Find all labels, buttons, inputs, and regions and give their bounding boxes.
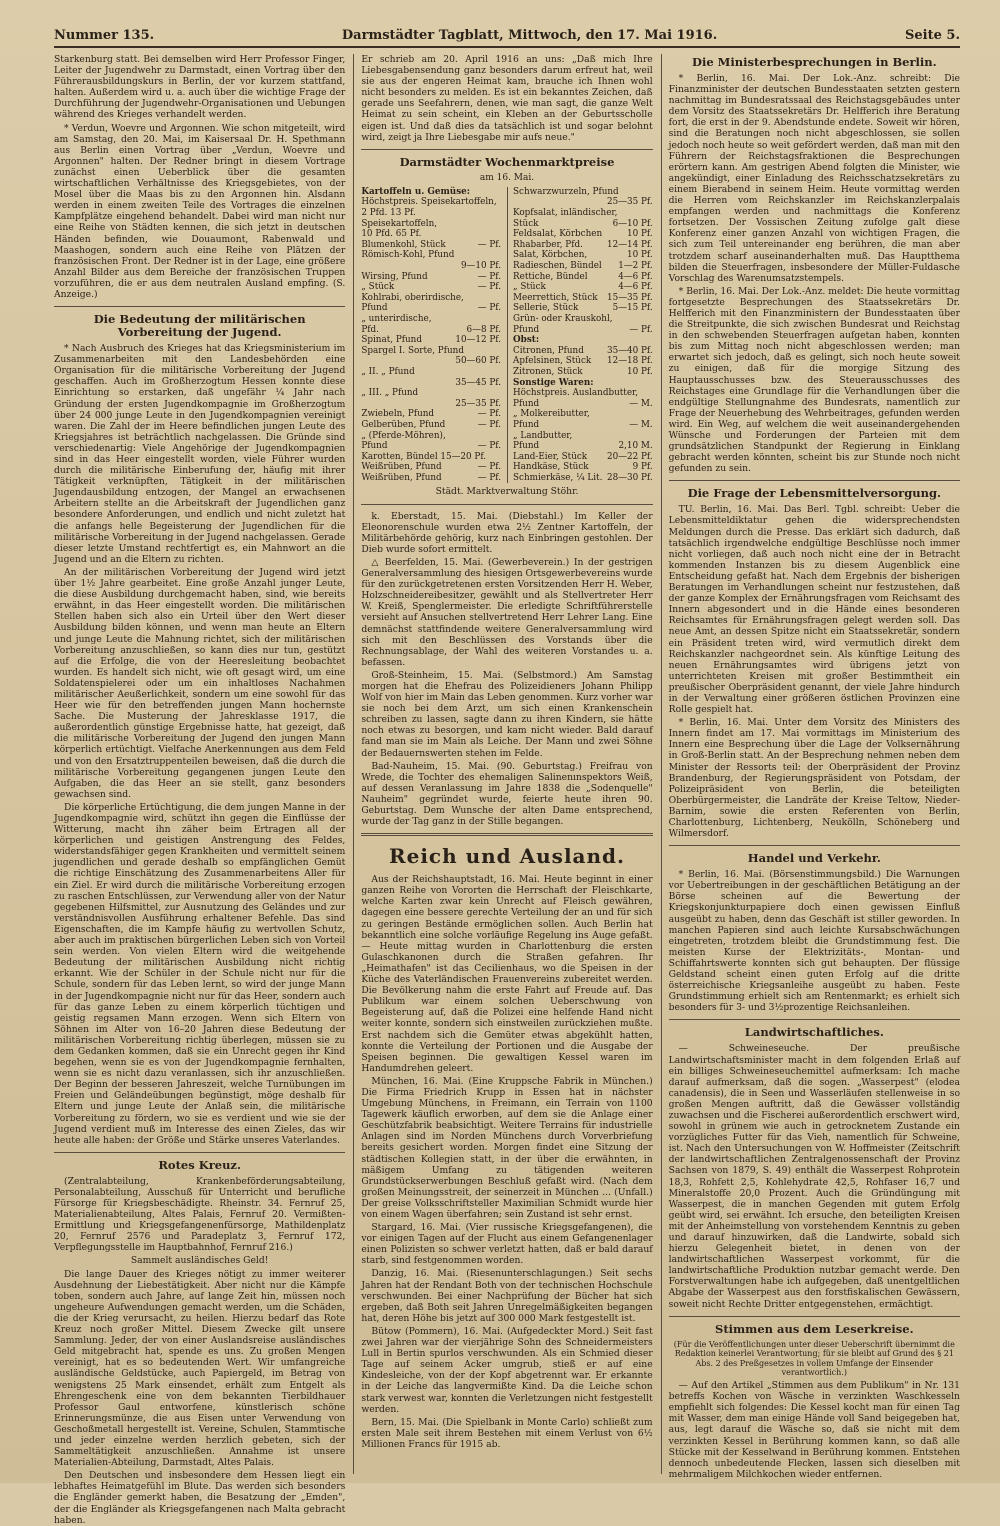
market-item: Speisekartoffeln,: [361, 218, 438, 229]
article-text: * Berlin, 16. Mai. Der Lok.-Anz. schreibt: Die Finanzminister der deutschen Bundesstaaten setzten gestern nachmittag im Bundesratssaal des Reichstagsgebäudes unter dem Vorsitz des Staatssekretärs Dr. Helfferich ihre Beratung fort, die erst in der 9. Abendstunde endete. Soweit wir hören, sind die Beratungen noch nicht abgeschlossen, sie sollen jedoch noch heute so weit gefördert werden, daß man mit den Führern der Reichstagsfraktionen die Besprechungen erörtern kann. Am gestrigen Abend folgten die Minister, wie angekündigt, einer Einladung des Reichsschatzsekretärs zu einem Bierabend in seinem Heim. Heute vormittag werden die Herren vom Reichskanzler im Reichskanzlerpalais empfangen werden und nachmittags die Konferenz fortsetzen. Der Vossischen Zeitung zufolge galt diese Konferenz einer ganzen Anzahl von wichtigen Fragen, die sich zum Teil untereinander eng berühren, die man aber trotzdem scharf auseinanderhalten muß. Das Hauptthema bilden die Steuerfragen, insbesondere der Müller-Fuldasche Vorschlag des Warenumsatzstempels.: [668, 73, 960, 284]
market-row: [513, 208, 653, 219]
market-signature: Städt. Marktverwaltung Stöhr.: [435, 486, 579, 498]
market-row: [361, 272, 501, 283]
market-price: 15—35 Pf.: [607, 292, 653, 303]
market-column-left: [361, 187, 501, 484]
market-row: [361, 335, 501, 346]
market-price: 10—12 Pf.: [455, 335, 501, 346]
article-subheading: Sammelt ausländisches Geld!: [130, 1255, 269, 1267]
article-text: Groß-Steinheim, 15. Mai. (Selbstmord.) Am Samstag morgen hat die Ehefrau des Polizeidieners Johann Philipp Wolf von hier im Main das Leben genommen. Kurz vorher war sie noch bei dem Arzt, um sich einen Krankenschein schreiben zu lassen, sagte dann zu ihren Kindern, sie hätte noch etwas zu besorgen, und kam nicht wieder. Bald darauf fand man sie im Main als Leiche. Der Mann und zwei Söhne der Bedauernswerten stehen im Felde.: [361, 669, 653, 759]
article-text: An der militärischen Vorbereitung der Jugend wird jetzt über 1½ Jahre gearbeitet. Eine große Anzahl junger Leute, die diese Ausbildung durchgemacht haben, sind, wie bereits erwähnt, in das Heer eingestellt worden. Die militärischen Stellen haben sich also ein Urteil über den Wert dieser Ausbildung bilden können, und wenn man heute an Eltern und junge Leute die Mahnung richtet, sich der militärischen Vorbereitung anzuschließen, so kann dies nur tun, gestützt auf die Erfolge, die von der Heeresleitung beobachtet wurden. Es handelt sich nicht, wie oft gesagt wird, um eine Soldatenspielerei oder um ein inhaltloses Nachahmen militärischer Aeußerlichkeit, sondern um eine sowohl für das Heer wie für den betreffenden jungen Mann hochernste Sache. Die Musterung der Jahresklasse 1917, die außerordentlich günstige Ergebnisse hatte, hat gezeigt, daß die militärische Vorbereitung der Jugend den jungen Mann körperlich ertüchtigt. Vielfache Anerkennungen aus dem Feld und von den Ersatztruppenteilen beweisen, daß die durch die militärische Vorbereitung gegangenen jungen Leute den Aufgaben, die das Heer an sie stellt, ganz besonders gewachsen sind.: [54, 566, 346, 800]
article-heading: Handel und Verkehr.: [747, 851, 881, 866]
article-heading: Die Bedeutung der militärischen Vorbereitung der Jugend.: [93, 312, 306, 340]
market-row: [361, 399, 501, 410]
market-price: 9 Pf.: [632, 462, 653, 473]
article-text: △ Beerfelden, 15. Mai. (Gewerbeverein.) In der gestrigen Generalversammlung des hiesigen Ortsgewerbevereins wurde für den zurückgetretenen ersten Vorsitzenden Herr H. Weber, Holzschneidereibesitzer, gewählt und als Stellvertreter Herr W. Kreiß, Spenglermeister. Die erledigte Schriftführerstelle versieht auf Ansuchen stellvertretend Herr Lehrer Lang. Eine demnächst stattfindende weitere Generalversammlung wird sich mit den Beschlüssen des Vorstands über die Rechnungsablage, der Wahl des weiteren Vorstandes u. a. befassen.: [361, 556, 653, 668]
article-text: Bütow (Pommern), 16. Mai. (Aufgedeckter Mord.) Seit fast zwei Jahren war der vierjährige Sohn des Schneidermeisters Lull in Bertin spurlos verschwunden. Als ein Schmied dieser Tage auf seinem Acker umgrub, stieß er auf eine Kindesleiche, von der der Kopf abgetrennt war. Er erkannte in der Leiche das langvermißte Kind. Da die Leiche schon stark verwest war, konnten die Verletzungen nicht festgestellt werden.: [361, 1325, 653, 1415]
market-row: [361, 282, 501, 293]
market-row: [361, 187, 501, 198]
column-3: [661, 54, 960, 1480]
divider: [669, 1316, 960, 1317]
market-item: Grün- oder Krauskohl,: [513, 313, 613, 324]
market-price: 1—2 Pf.: [618, 261, 653, 271]
article-text: Die lange Dauer des Krieges nötigt zu immer weiterer Ausdehnung der Liebestätigkeit. Aber nicht nur die Kämpfe toben, sondern auch Jahre, auf lange Zeit hin, müssen noch ungeheure Aufwendungen gemacht werden, um die Schäden, die der Krieg verursacht, zu heilen. Hierzu bedarf das Rote Kreuz noch großer Mittel. Diesem Zwecke gilt unsere Sammlung. Jeder, der von einer Auslandsreise ausländisches Geld mitgebracht hat, spende es uns. Zu großen Mengen vereinigt, hat es so bedeutenden Wert. Wir umfangreiche ausländische Geldstücke, auch Papiergeld, im Betrag von wenigstens 25 Mark einsendet, erhält zum Entgelt als Ehrengeschenk eine von dem bekannten Tierbildhauer Professor Gaul entworfene, künstlerisch schöne Erinnerungsmünze, die aus Eisen unter Verwendung von Geschoßmetall hergestellt ist. Vereine, Schulen, Stammtische und jeder einzelne werden herzlich gebeten, sich der Sammeltätigkeit anzuschließen. Annahme ist unsere Materialien-Abteilung, Darmstadt, Altes Palais.: [54, 1268, 346, 1469]
issue-number: Nummer 135.: [54, 28, 155, 43]
market-item: Pfund: [513, 398, 540, 409]
market-price: 6—10 Pf.: [612, 218, 653, 229]
market-row: [361, 473, 501, 484]
article-text: Danzig, 16. Mai. (Riesenunterschlagungen.) Seit sechs Jahren hat der Rendant Both von der technischen Hochschule verschwunden. Bei einer Nachprüfung der Bücher hat sich ergeben, daß Both seit Jahren Unregelmäßigkeiten begangen hat, deren Höhe bis jetzt auf 300 000 Mark festgestellt ist.: [361, 1268, 653, 1324]
article-text: Stargard, 16. Mai. (Vier russische Kriegsgefangenen), die vor einigen Tagen auf der Flucht aus einem Gefangenenlager einen Polizisten so schwer verletzt hatten, daß er bald darauf starb, sind festgenommen worden.: [361, 1222, 653, 1267]
market-row: [361, 325, 501, 336]
market-row: [361, 197, 501, 208]
market-price: 2,10 M.: [618, 441, 653, 452]
market-item: Stück: [513, 218, 539, 229]
columns: [54, 54, 960, 1526]
article-text: * Nach Ausbruch des Krieges hat das Kriegsministerium im Zusammenarbeiten mit den Landesbehörden eine Organisation für die militärische Vorbereitung der Jugend geschaffen. Auch im Großherzogtum Hessen konnte diese Einrichtung so erstarken, daß ungefähr ¼ Jahr nach Gründung der ersten Jugendkompagnie im Großherzogtum über 24 000 junge Leute in den Jugendkompagnien vereinigt waren. Die Zahl der im Heere befindlichen jungen Leute des Kriegsjahres ist beträchtlich nachgelassen. Die Gründe sind verschiedenartig: Viele Angehörige der Jugendkompagnien sind in das Heer eingestellt worden, viele Führer wurden durch die militärische Einberufung der, häufig mit ihrer Tätigkeit verknüpften, Tätigkeit in der militärischen Jugendausbildung entzogen, der Mangel an erwachsenen Arbeitern stellte an die Arbeitskraft der Jugendlichen ganz besondere Anforderungen, und endlich und nicht zuletzt hat die anfangs helle Begeisterung der Jugendlichen für die militärische Vorbereitung in der Jugend nachgelassen. Gerade dieser letzte Umstand rechtfertigt es, ein Mahnwort an die Jugend und an die Eltern zu richten.: [54, 343, 346, 565]
market-item: „ (Pferde-Möhren),: [361, 430, 446, 441]
market-row: [361, 356, 501, 367]
market-item: Weißrüben, Pfund: [361, 462, 442, 473]
market-item: Schmierkäse, ¼ Lit.: [513, 472, 603, 483]
column-2: [353, 54, 652, 1474]
market-price: 10 Pf.: [627, 366, 653, 377]
divider: [669, 1019, 960, 1020]
market-row: [361, 420, 501, 431]
market-item: Pfund: [513, 441, 540, 452]
article-text: Bad-Nauheim, 15. Mai. (90. Geburtstag.) Freifrau von Wrede, die Tochter des ehemaligen Salinenınspektors Weiß, auf dessen Veranlassung im Jahre 1838 die „Sodenquelle" Nauheim" gegründet wurde, feierte heute ihren 90. Geburtstag. Dem Wunsche der alten Dame entsprechend, wurde der Tag ganz in der Stille begangen.: [361, 760, 653, 828]
market-item: Spargel I. Sorte, Pfund: [361, 345, 464, 356]
market-row: [361, 229, 501, 240]
market-row: [361, 303, 501, 314]
market-item: Höchstpreis. Speisekartoffeln,: [361, 197, 497, 208]
market-row: [513, 462, 653, 473]
market-row: [361, 250, 501, 261]
market-item: Meerrettich, Stück: [513, 292, 598, 303]
market-column-right: [507, 187, 653, 484]
market-item: Kohlrabi, oberirdische,: [361, 292, 464, 303]
article-text: * Berlin, 16. Mai. Der Lok.-Anz. meldet: Die heute vormittag fortgesetzte Besprechungen des Staatssekretärs Dr. Helfferich mit den Finanzministern der Bundesstaaten über die Streitpunkte, die sich zwischen Bundesrat und Reichstag in den schwebenden Steuerfragen aufgetan haben, konnten bis zum Mittag noch nicht abgeschlossen werden; man erwartet sich jedoch, daß es gelingt, sich noch heute soweit zu einigen, daß für die morgige Sitzung des Hauptausschusses bzw. des Steuerausschusses des Reichstages eine Grundlage für die Verhandlungen über die endgültige Stellungnahme des Bundesrats, namentlich zur Frage der Neuerhebung des Wehrbeitrages, gefunden werden wird. Ein Weg, auf welchem die weit auseinandergehenden Wünsche und Forderungen der Parteien mit dem grundsätzlichen Standpunkt der Regierung in Einklang gebracht werden könnten, scheint bis zur Stunde noch nicht gefunden zu sein.: [668, 285, 960, 475]
article-heading: Landwirtschaftliches.: [744, 1025, 884, 1040]
market-item: 10 Pfd. 65 Pf.: [361, 229, 422, 240]
market-row: [361, 462, 501, 473]
article-heading: Die Ministerbesprechungen in Berlin.: [692, 55, 937, 69]
market-price: — M.: [629, 419, 653, 430]
market-item: „ III. „ Pfund: [361, 388, 419, 399]
market-item: Handkäse, Stück: [513, 462, 589, 473]
market-table: [361, 187, 652, 484]
market-row: [361, 367, 501, 378]
market-price: 4—6 Pf.: [618, 282, 653, 293]
market-heading: Darmstädter Wochenmarktpreise: [399, 154, 615, 169]
market-price: 10 Pf.: [627, 250, 653, 261]
market-item: Pfund: [361, 441, 388, 452]
market-row: [361, 388, 501, 399]
divider: [669, 480, 960, 481]
market-row: [513, 240, 653, 251]
market-price: 10 Pf.: [627, 229, 653, 240]
market-item: Pfund: [361, 303, 388, 314]
article-text: Den Deutschen und insbesondere dem Hessen liegt ein lebhaftes Heimatgefühl im Blute. Das werden sich besonders die Engländer gemerkt haben, die Besatzung der „Emden", der die Engländer als Kriegsgefangenen nach Malta gebracht haben.: [54, 1470, 346, 1526]
market-row: [513, 293, 653, 304]
market-row: [513, 187, 653, 198]
market-price: 4—6 Pf.: [618, 271, 653, 282]
market-price: 28—30 Pf.: [607, 472, 653, 483]
market-row: [513, 378, 653, 389]
market-row: [361, 431, 501, 442]
market-row: [513, 346, 653, 357]
market-item: Höchstpreis. Auslandbutter,: [513, 388, 639, 399]
market-item: „ Stück: [361, 282, 395, 293]
article-text: — Schweineseuche. Der preußische Landwirtschaftsminister macht in dem folgenden Erlaß auf ein billiges Schweineseuchemittel aufmerksam: Ich mache darauf aufmerksam, daß die sogen. „Wasserpest" (elodea canadensis), die in Seen und Wasserläufen stellenweise in so großen Mengen auftritt, daß die Gewässer vollständig zuwachsen und die Fischerei außerordentlich erschwert wird, sowohl in grünem wie auch in getrocknetem Zustande ein vorzügliches Futter für das Vieh, namentlich für Schweine, ist. Nach den Untersuchungen von W. Hoffmeister (Zeitschrift der landwirtschaftlichen Zentralgenossenschaft der Provinz Sachsen von 1879, S. 49) enthält die Wasserpest Rohprotein 18,3, Rohfett 2,5, Kohlehydrate 42,5, Rohfaser 16,7 und Mineralstoffe 20,0 Prozent. Auch die Gründüngung mit Wasserpest, die in manchen Gegenden mit gutem Erfolg geübt wird, sei erwähnt. Ich ersuche, den beteiligten Kreisen mit der Anheimstellung von vorstehendem Kenntnis zu geben und darauf hinzuwirken, daß die Landwirte, sobald sich hierzu Gelegenheit bietet, in denen von der landwirtschaftlichen Wasserpest vorkommt, für die landwirtschaftliche Produktion nutzbar gemacht werde. Den Forstverwaltungen habe ich aufgegeben, daß unentgeltlichen Abgabe der Wasserpest aus den forstfiskalischen Gewässern, soweit nicht Rechte Dritter entgegenstehen, ermächtigt.: [668, 1043, 960, 1310]
market-item: Schwarzwurzeln, Pfund: [513, 186, 619, 197]
market-row: [513, 250, 653, 261]
market-item: Land-Eier, Stück: [513, 451, 588, 462]
market-row: [513, 314, 653, 325]
market-row: [361, 240, 501, 251]
market-row: [513, 272, 653, 283]
market-item: Zitronen, Stück: [513, 366, 583, 377]
market-item: Wirsing, Pfund: [361, 271, 428, 282]
market-price: 9—10 Pf.: [460, 261, 501, 271]
article-text: München, 16. Mai. (Eine Kruppsche Fabrik in München.) Die Firma Friedrich Krupp in Essen hat in nächster Umgebung Münchens, in Freimann, ein Terrain von 1100 Tagewerk käuflich erworben, auf dem sie die Anlage einer Geschützfabrik beabsichtigt. Weitere Terrains für industrielle Anlagen sind im Norden Münchens durch Vorverbriefung bereits gesichert worden. Morgen findet eine Sitzung der städtischen Kollegien statt, in der über die erwähnten, in mäßigem Umfang zu tätigenden weiteren Grundstückserwerbungen Beschluß gefaßt wird. (Nach dem großen Meinungsstreit, der seinerzeit in München ... (Unfall.) Der greise Volksschriftsteller Maximilian Schmidt wurde hier von einem Wagen überfahren; sein Zustand ist sehr ernst.: [361, 1075, 653, 1220]
market-price: 6—8 Pf.: [466, 324, 501, 335]
page-number: Seite 5.: [905, 28, 960, 43]
market-price: 25—35 Pf.: [607, 197, 653, 208]
market-price: 50—60 Pf.: [455, 356, 501, 367]
article-text: — Auf den Artikel „Stimmen aus dem Publikum" in Nr. 131 betreffs Kochen von Wäsche in verzinkten Waschkesseln empfiehlt sich folgendes: Die Kessel kocht man für einen Tag mit Wasser, dem man einige Hände voll Sand beigegeben hat, aus, legt darauf die Wäsche so, daß sie nicht mit dem verzinkten Kessel in Berührung kommen kann, so daß alle Stücke mit der Kesselwand in Berührung kommen. Entstehen dennoch unbedeutende Flecken, lassen sich dieselben mit mehrmaligem Milchkochen wieder entfernen.: [668, 1380, 960, 1480]
market-price: — Pf.: [477, 462, 501, 473]
market-price: — Pf.: [477, 239, 501, 250]
market-row: [361, 346, 501, 357]
market-row: [513, 420, 653, 431]
market-row: [361, 314, 501, 325]
article-heading: Die Frage der Lebensmittelversorgung.: [687, 486, 942, 501]
market-price: 25—35 Pf.: [455, 398, 501, 409]
article-text: Bern, 15. Mai. (Die Spielbank in Monte Carlo) schließt zum ersten Male seit ihrem Bestehen mit einem Verlust von 6½ Millionen Francs für 1915 ab.: [361, 1416, 653, 1450]
divider: [669, 845, 960, 846]
market-row: [513, 473, 653, 484]
article-text: Die körperliche Ertüchtigung, die dem jungen Manne in der Jugendkompagnie wird, schützt ihn gegen die Einflüsse der Witterung, macht ihn zäher beim Ertragen all der körperlichen und geistigen Anstrengung des Feldes, widerstandsfähiger gegen Krankheiten und vermittelt seinem jugendlichen und gerade deshalb so empfänglichen Gemüt die richtige Einschätzung des Zusammenarbeitens Aller für ein Ziel. Er wird durch die militärische Vorbereitung erzogen zu raschen Entschlüssen, zur Verwendung aller von der Natur gegebenen Hilfsmittel, zur Ausnutzung des Geländes und zur verständnisvollen Ausführung erhaltener Befehle. Das sind Eigenschaften, die im Kampfe häufig zu wertvollen Schutz, aber auch im praktischen bürgerlichen Leben sich von Vorteil sein werden. Von vielen Eltern wird die weitgehende Bedeutung der militärischen Ausbildung nicht richtig erkannt. Wie der Schüler in der Schule nicht nur für die Schule, sondern für das Leben lernt, so wird der junge Mann in der Jugendkompagnie nicht nur für das Heer, sondern auch für das ganze Leben zu einem körperlich tüchtigen und geistig regsamen Mann erzogen. Wenn sich Eltern von Söhnen im Alter von 16–20 Jahren diese Bedeutung der militärischen Vorbereitung richtig überlegen, müssen sie zu dem Gedanken kommen, daß sie ein Unrecht gegen ihr Kind begehen, wenn sie es von der Jugendkompagnie fernhalten, wenn sie es nicht dazu veranlassen, sich ihr anzuschließen. Der Beginn der besseren Jahreszeit, welche Turnübungen im Freien und Geländeübungen begünstigt, möge deshalb für Eltern und junge Leute der Anlaß sein, die militärische Vorbereitung zu fördern, wo sie es verdient und wie sie der Jugend verdient muß im Interesse des einen Zieles, das wir heute alle haben: der Größe und Stärke unseres Vaterlandes.: [54, 801, 346, 1146]
market-row: [513, 441, 653, 452]
market-row: [361, 409, 501, 420]
market-item: „ Molkereibutter,: [513, 409, 590, 420]
newspaper-title: Darmstädter Tagblatt, Mittwoch, den 17. Mai 1916.: [341, 28, 718, 43]
market-item: Spinat, Pfund: [361, 335, 422, 346]
article-text: k. Eberstadt, 15. Mai. (Diebstahl.) Im Keller der Eleonorenschule wurden etwa 2½ Zentner Kartoffeln, der Militärbehörde gehörig, kurz nach Einbringen gestohlen. Der Dieb wurde sofort ermittelt.: [361, 510, 653, 555]
market-price: 12—18 Pf.: [607, 356, 653, 367]
market-row: [361, 293, 501, 304]
market-row: [513, 335, 653, 346]
divider: [361, 833, 652, 836]
divider: [361, 149, 652, 150]
article-text: * Berlin, 16. Mai. (Börsenstimmungsbild.) Die Warnungen vor Uebertreibungen in der geschäftlichen Betätigung an der Börse scheinen auf die Bewertung der Kriegskonjunkturpapiere doch einen gewissen Einfluß ausgeübt zu haben, denn das Geschäft ist stiller geworden. In manchen Papieren sind auch leichte Kursabschwächungen eingetreten, trotzdem bleibt die Grundstimmung fest. Die meisten Kurse der Elektrizitäts-, Montan- und Schiffahrtswerte konnten sich gut behaupten. Der flüssige Geldstand scheint einen guten Erfolg auf die dritte österreichische Kriegsanleihe ausgeübt zu haben. Feste Grundstimmung erhielt sich am Rentenmarkt; es erhielt sich besonders für 3- und 3½prozentige Reichsanleihen.: [668, 869, 960, 1014]
market-item: Obst:: [513, 335, 540, 346]
market-row: [513, 282, 653, 293]
market-price: — Pf.: [477, 271, 501, 282]
market-row: [513, 388, 653, 399]
market-row: [513, 409, 653, 420]
market-price: — Pf.: [477, 472, 501, 483]
market-price: 35—45 Pf.: [455, 377, 501, 388]
divider: [54, 1152, 345, 1153]
market-item: Weißrüben, Pfund: [361, 472, 442, 483]
article-text: * Verdun, Woevre und Argonnen. Wie schon mitgeteilt, wird am Samstag, den 20. Mai, im Kaisersaal Dr. H. Spethmann aus Berlin einen Vortrag über „Verdun, Woevre und Argonnen" halten. Der Redner bringt in diesem Vortrage zunächst einen Ueberblick über die gesamten wirtschaftlichen Verhältnisse des Kriegsgebietes, von der Mosel über die Maas bis zu den Argonnen hin. Alsdann werden in einem zweiten Teile des Vortrages die einzelnen Kampfplätze eingehend behandelt. Dabei wird man nicht nur eine Reihe von Städten kennen, die sich jetzt in deutschen Händen befinden, wie Douaumont, Rabenwald und Maashogen, sondern auch eine Reihe von Plätzen der französischen Front. Der Redner ist in der Lage, eine größere Anzahl Bilder aus dem Bereiche der französischen Truppen vorzuführen, die er aus dem neutralen Ausland empfing. (S. Anzeige.): [54, 122, 346, 300]
market-price: 5—15 Pf.: [612, 303, 653, 314]
market-item: 2 Pfd. 13 Pf.: [361, 208, 416, 219]
market-item: Pfd.: [361, 324, 379, 335]
market-row: [513, 261, 653, 272]
article-heading: Rotes Kreuz.: [158, 1157, 241, 1172]
market-price: — M.: [629, 398, 653, 409]
column-1: [54, 54, 346, 1526]
market-row: [361, 261, 501, 272]
market-price: 12—14 Pf.: [607, 239, 653, 250]
market-row: [361, 452, 501, 463]
market-row: [361, 219, 501, 230]
market-price: — Pf.: [629, 324, 653, 335]
divider: [361, 504, 652, 505]
market-item: Blumenkohl, Stück: [361, 239, 446, 250]
article-heading: Stimmen aus dem Leserkreise.: [715, 1321, 914, 1336]
market-row: [513, 367, 653, 378]
market-item: Feldsalat, Körbchen: [513, 229, 603, 240]
market-row: [361, 441, 501, 452]
market-item: Zwiebeln, Pfund: [361, 409, 435, 420]
market-row: [513, 229, 653, 240]
market-price: — Pf.: [477, 282, 501, 293]
article-text: Er schrieb am 20. April 1916 an uns: „Daß mich Ihre Liebesgabensendung ganz besonders darum erfreut hat, weil sie aus der engeren Heimat kam, brauche ich Ihnen wohl nicht besonders zu melden. Es ist ein bekanntes Zeichen, daß gerade uns Seefahrern, denen, wie man sagt, die ganze Welt Heimat zu sein scheint, ein Kleben an der Geburtsscholle eigen ist. Und daß dies da tatsächlich ist und sogar belohnt wird, zeigt ja Ihre Liebesgabe mir aufs neue.": [361, 54, 653, 143]
market-item: „ unterirdische,: [361, 313, 432, 324]
market-row: [513, 303, 653, 314]
editorial-note: (Für die Veröffentlichungen unter dieser Ueberschrift übernimmt die Redaktion keinerlei Verantwortung; für sie bleibt auf Grund des § 21 Abs. 2 des Preßgesetzes in vollem Umfange der Einsender verantwortlich.): [673, 1339, 955, 1378]
market-item: Kopfsalat, inländischer,: [513, 208, 618, 219]
market-row: [513, 399, 653, 410]
divider: [54, 306, 345, 307]
market-row: [513, 325, 653, 336]
market-date: am 16. Mai.: [479, 172, 535, 183]
market-item: Karotten, Bündel 15—20 Pf.: [361, 451, 487, 462]
market-price: 20—22 Pf.: [607, 451, 653, 462]
market-item: Salat, Körbchen,: [513, 250, 588, 261]
market-price: — Pf.: [477, 419, 501, 430]
article-text: Aus der Reichshauptstadt, 16. Mai. Heute beginnt in einer ganzen Reihe von Vororten die Herrschaft der Fleischkarte, welche Karten zwar kein Unrecht auf Fleisch gewähren, dagegen eine bessere gerechte Verteilung der an und für sich zu geringen Bestände ermöglichen sollen. Auch Berlin hat bekanntlich eine solche vorläufige Regelung ins Auge gefaßt. — Heute mittag wurden in Charlottenburg die ersten Gulaschkanonen durch die Straßen gefahren. Ihr „Heimathafen" ist das Cecilienhaus, wo die Speisen in der Küche des Vaterländischen Frauenvereins zubereitet werden. Die Bevölkerung nahm die erste Fahrt auf Freude auf. Das Publikum war einem solchen Ueberschwung von Begeisterung auf, daß die Polizei eine helfende Hand nicht weiter konnte, sondern sich einstweilen zurückziehen mußte. Erst nachdem sich die Gemüter etwas abgekühlt hatten, konnte die Verteilung der Portionen und die Ausgabe der Speisen beginnen. Die gewaltigen Kessel waren im Handumdrehen geleert.: [361, 874, 653, 1074]
market-row: [513, 356, 653, 367]
article-text: (Zentralabteilung, Krankenbeförderungsabteilung, Personalabteilung, Ausschuß für Unterricht und berufliche Fürsorge für Kriegsbeschädigte. Rheinstr. 34. Fernruf 25, Materialienabteilung, Altes Palais, Fernruf 20. Vermißten-Ermittlung und Kriegsgefangenenfürsorge, Mathildenplatz 20, Fernruf 2576 und Paradeplatz 3, Fernruf 172, Verpflegungsstelle im Hauptbahnhof, Fernruf 216.): [54, 1175, 346, 1254]
market-item: „ II. „ Pfund: [361, 366, 415, 377]
market-price: — Pf.: [477, 303, 501, 314]
market-price: — Pf.: [477, 441, 501, 452]
market-row: [513, 219, 653, 230]
market-item: Kartoffeln u. Gemüse:: [361, 186, 470, 197]
market-row: [361, 378, 501, 389]
market-item: Gelberüben, Pfund: [361, 419, 446, 430]
section-heading: Reich und Ausland.: [388, 844, 625, 869]
market-item: „ Landbutter,: [513, 430, 573, 441]
masthead: [54, 28, 960, 48]
market-item: Sonstige Waren:: [513, 377, 594, 388]
article-text: * Berlin, 16. Mai. Unter dem Vorsitz des Ministers des Innern findet am 17. Mai vormittags im Ministerium des Innern eine Besprechung über die Lage der Volksernährung in Groß-Berlin statt. An der Besprechung nehmen neben dem Minister der Ressorts teil: der Oberpräsident der Provinz Brandenburg, der Regierungspräsident von Potsdam, der Polizeipräsident von Berlin, die beteiligten Oberbürgermeister, die Landräte der Kreise Teltow, Nieder-Barnim, sowie die ersten Referenten von Berlin, Charlottenburg, Lichtenberg, Neukölln, Schöneberg und Wilmersdorf.: [668, 717, 960, 840]
market-price: 35—40 Pf.: [607, 345, 653, 356]
article-text: TU. Berlin, 16. Mai. Das Berl. Tgbl. schreibt: Ueber die Lebensmitteldiktatur gehen die widersprechendsten Meldungen durch die Presse. Das erklärt sich dadurch, daß tatsächlich irgendwelche endgültige Beschlüsse noch immer nicht vorliegen, daß auch noch nicht eine der in Betracht kommenden Instanzen bis zu diesem Augenblick eine Entscheidung gefaßt hat. Nach dem Ergebnis der bisherigen Beratungen im Verhandlungen scheint nur festzustehen, daß der ganze Komplex der Ernährungsfragen vom Reichsamt des Innern abgesondert und in die Hände eines besonderen Reichsamtes für Ernährungsfragen gelegt werden soll. Das neue Amt, an dessen Spitze nicht ein Staatssekretär, sondern ein Präsident treten wird, wird vermutlich direkt dem Reichskanzler nachgeordnet sein. Als künftige Leitung des neuen Ernährungsamtes wird übrigens jetzt von unterrichteten Kreisen mit großer Bestimmtheit ein preußischer Oberpräsident genannt, der viele Jahre hindurch in der Verwaltung einer größeren östlichen Provinzen eine Rolle gespielt hat.: [668, 504, 960, 716]
market-row: [513, 197, 653, 208]
market-item: „ Stück: [513, 282, 546, 293]
market-item: Sellerie, Stück: [513, 303, 579, 314]
article-text: Starkenburg statt. Bei demselben wird Herr Professor Finger, Leiter der Jugendwehr zu Darmstadt, einen Vortrag über den Führerausbildungskurs in Berlin, der vor kurzem stattfand, halten. Außerdem wird u. a. auch über die wichtige Frage der Durchführung der Jugendwehr-Organisationen und Uebungen während des Krieges verhandelt werden.: [54, 54, 346, 121]
market-item: Pfund: [513, 324, 540, 335]
market-row: [361, 208, 501, 219]
market-row: [513, 452, 653, 463]
market-item: Römisch-Kohl, Pfund: [361, 250, 455, 261]
market-item: Citronen, Pfund: [513, 345, 584, 356]
market-item: Pfund: [513, 419, 540, 430]
market-item: Apfelsinen, Stück: [513, 356, 592, 367]
market-item: Rettiche, Bündel: [513, 271, 588, 282]
market-price: — Pf.: [477, 409, 501, 420]
market-item: Rhabarber, Pfd.: [513, 239, 583, 250]
market-item: Radieschen, Bündel: [513, 261, 602, 271]
market-row: [513, 431, 653, 442]
